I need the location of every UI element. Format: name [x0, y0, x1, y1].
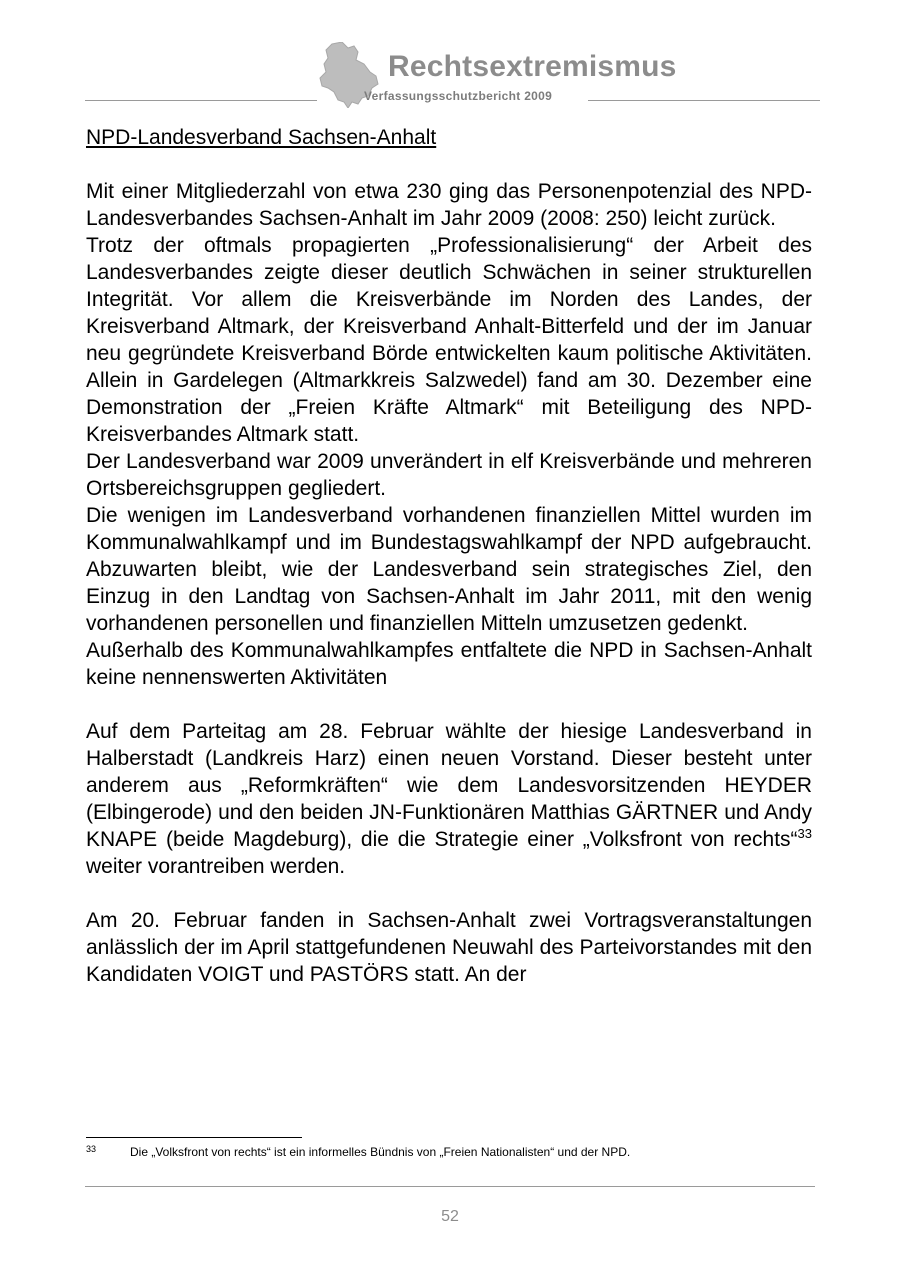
page-content — [86, 124, 812, 988]
spacer — [86, 880, 812, 907]
header-rule-left — [85, 100, 317, 101]
footnote-number: 33 — [86, 1144, 97, 1154]
paragraph-vortrag: Am 20. Februar fanden in Sachsen-Anhalt zwei Vortragsveranstaltungen anlässlich der im April stattgefundenen Neuwahl des Parteivorstandes mit den Kandidaten VOIGT und PASTÖRS statt. An der — [86, 909, 812, 986]
header-subtitle: Verfassungsschutzbericht 2009 — [364, 89, 553, 103]
section-heading: NPD-Landesverband Sachsen-Anhalt — [86, 126, 437, 149]
spacer — [86, 151, 812, 178]
paragraph: Der Landesverband war 2009 unverändert in elf Kreisverbände und mehreren Ortsbereichsgruppen gegliedert. — [86, 450, 812, 500]
paragraph-text: weiter vorantreiben werden. — [86, 855, 346, 878]
page-number: 52 — [441, 1208, 459, 1225]
page-header — [0, 0, 900, 110]
spacer — [86, 691, 812, 718]
footer-rule — [85, 1186, 815, 1187]
paragraph-parteitag — [86, 718, 812, 880]
paragraph: Trotz der oftmals propagierten „Professionalisierung“ der Arbeit des Landesverbandes zeigte dieser deutlich Schwächen in seiner strukturellen Integrität. Vor allem die Kreisverbände im Norden des Landes, der Kreisverband Altmark, der Kreisverband Anhalt-Bitterfeld und der im Januar neu gegründete Kreisverband Börde entwickelten kaum politische Aktivitäten. Allein in Gardelegen (Altmarkkreis Salzwedel) fand am 30. Dezember eine Demonstration der „Freien Kräfte Altmark“ mit Beteiligung des NPD-Kreisverbandes Altmark statt. — [86, 234, 812, 446]
paragraph-text: Auf dem Parteitag am 28. Februar wählte der hiesige Landesverband in Halberstadt (Landkreis Harz) einen neuen Vorstand. Dieser besteht unter anderem aus „Reformkräften“ wie dem Landesvorsitzenden HEYDER (Elbingerode) und den beiden JN-Funktionären Matthias GÄRTNER und Andy KNAPE (beide Magdeburg), die die Strategie einer „Volksfront von rechts“ — [86, 720, 812, 851]
footnote-reference[interactable]: 33 — [797, 826, 812, 841]
header-rule-right — [588, 100, 820, 101]
footnote-text: Die „Volksfront von rechts“ ist ein informelles Bündnis von „Freien Nationalisten“ und der NPD. — [130, 1145, 631, 1159]
footnote-separator — [86, 1137, 302, 1138]
paragraph: Die wenigen im Landesverband vorhandenen finanziellen Mittel wurden im Kommunalwahlkampf und im Bundestagswahlkampf der NPD aufgebraucht. Abzuwarten bleibt, wie der Landesverband sein strategisches Ziel, den Einzug in den Landtag von Sachsen-Anhalt im Jahr 2011, mit den wenig vorhandenen personellen und finanziellen Mitteln umzusetzen gedenkt. — [86, 504, 812, 635]
paragraph: Mit einer Mitgliederzahl von etwa 230 ging das Personenpotenzial des NPD-Landesverbandes Sachsen-Anhalt im Jahr 2009 (2008: 250) leicht zurück. — [86, 180, 812, 230]
header-title: Rechtsextremismus — [388, 50, 677, 83]
paragraph: Außerhalb des Kommunalwahlkampfes entfaltete die NPD in Sachsen-Anhalt keine nennenswerten Aktivitäten — [86, 639, 812, 689]
